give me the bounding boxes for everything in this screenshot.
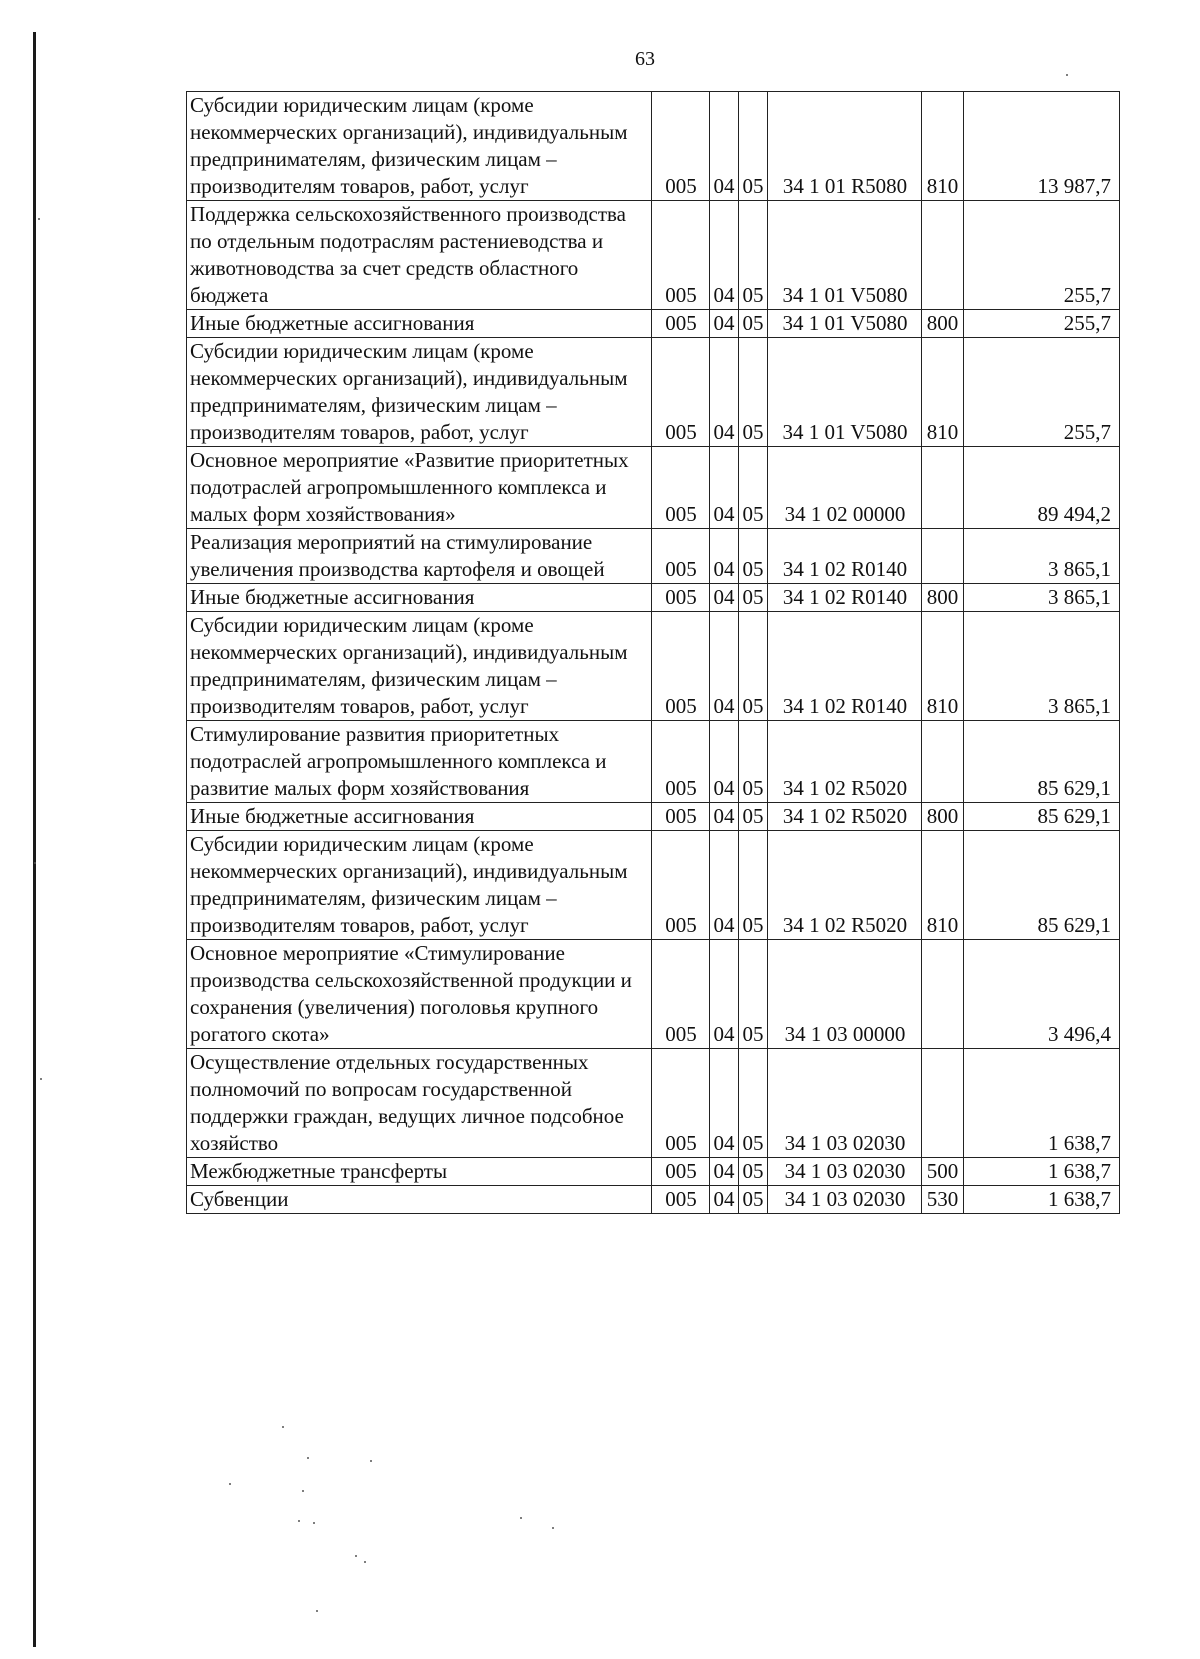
ministry-code: 005 xyxy=(652,310,710,338)
section-code: 04 xyxy=(710,447,739,529)
ministry-code: 005 xyxy=(652,1158,710,1186)
subsection-code: 05 xyxy=(739,1186,768,1214)
expense-type-code: 500 xyxy=(922,1158,964,1186)
scan-speck xyxy=(302,1490,304,1492)
scan-speck xyxy=(34,862,36,864)
target-article-code: 34 1 03 00000 xyxy=(768,940,922,1049)
ministry-code: 005 xyxy=(652,721,710,803)
table-row xyxy=(187,1186,1120,1214)
amount-value: 3 865,1 xyxy=(964,612,1120,721)
scan-speck xyxy=(364,1561,366,1563)
scan-speck xyxy=(40,1078,42,1080)
section-code: 04 xyxy=(710,310,739,338)
ministry-code: 005 xyxy=(652,92,710,201)
section-code: 04 xyxy=(710,338,739,447)
target-article-code: 34 1 02 R0140 xyxy=(768,612,922,721)
section-code: 04 xyxy=(710,92,739,201)
scan-speck xyxy=(282,1426,284,1428)
ministry-code: 005 xyxy=(652,338,710,447)
amount-value: 1 638,7 xyxy=(964,1186,1120,1214)
table-row xyxy=(187,1158,1120,1186)
table-body xyxy=(187,92,1120,1214)
target-article-code: 34 1 02 R5020 xyxy=(768,721,922,803)
expense-name: Реализация мероприятий на стимулирование увеличения производства картофеля и овощей xyxy=(187,529,652,584)
scan-speck xyxy=(552,1527,554,1529)
amount-value: 255,7 xyxy=(964,201,1120,310)
expense-type-code: 530 xyxy=(922,1186,964,1214)
table-row xyxy=(187,310,1120,338)
scan-speck xyxy=(370,1460,372,1462)
scan-speck xyxy=(298,1520,300,1522)
expense-name: Субсидии юридическим лицам (кроме некоммерческих организаций), индивидуальным предпринимателям, физическим лицам – производителям товаров, работ, услуг xyxy=(187,92,652,201)
target-article-code: 34 1 02 00000 xyxy=(768,447,922,529)
expense-name: Субвенции xyxy=(187,1186,652,1214)
subsection-code: 05 xyxy=(739,1158,768,1186)
expense-name: Поддержка сельскохозяйственного производства по отдельным подотраслям растениеводства и животноводства за счет средств областного бюджета xyxy=(187,201,652,310)
ministry-code: 005 xyxy=(652,201,710,310)
ministry-code: 005 xyxy=(652,447,710,529)
ministry-code: 005 xyxy=(652,803,710,831)
section-code: 04 xyxy=(710,831,739,940)
section-code: 04 xyxy=(710,1049,739,1158)
target-article-code: 34 1 02 R5020 xyxy=(768,803,922,831)
subsection-code: 05 xyxy=(739,803,768,831)
target-article-code: 34 1 02 R5020 xyxy=(768,831,922,940)
amount-value: 3 496,4 xyxy=(964,940,1120,1049)
section-code: 04 xyxy=(710,201,739,310)
expense-type-code: 800 xyxy=(922,803,964,831)
expense-name: Стимулирование развития приоритетных подотраслей агропромышленного комплекса и развитие малых форм хозяйствования xyxy=(187,721,652,803)
expense-type-code xyxy=(922,529,964,584)
scan-speck xyxy=(229,1483,231,1485)
amount-value: 13 987,7 xyxy=(964,92,1120,201)
section-code: 04 xyxy=(710,1186,739,1214)
table-row xyxy=(187,831,1120,940)
section-code: 04 xyxy=(710,529,739,584)
ministry-code: 005 xyxy=(652,529,710,584)
subsection-code: 05 xyxy=(739,338,768,447)
expense-name: Осуществление отдельных государственных полномочий по вопросам государственной поддержки граждан, ведущих личное подсобное хозяйство xyxy=(187,1049,652,1158)
ministry-code: 005 xyxy=(652,612,710,721)
expense-name: Иные бюджетные ассигнования xyxy=(187,584,652,612)
table-row xyxy=(187,92,1120,201)
expense-name: Основное мероприятие «Развитие приоритетных подотраслей агропромышленного комплекса и малых форм хозяйствования» xyxy=(187,447,652,529)
table-row xyxy=(187,447,1120,529)
expense-name: Субсидии юридическим лицам (кроме некоммерческих организаций), индивидуальным предпринимателям, физическим лицам – производителям товаров, работ, услуг xyxy=(187,612,652,721)
scan-speck xyxy=(307,1457,309,1459)
expense-type-code xyxy=(922,201,964,310)
target-article-code: 34 1 02 R0140 xyxy=(768,584,922,612)
scan-speck xyxy=(38,218,40,220)
amount-value: 85 629,1 xyxy=(964,831,1120,940)
expense-name: Иные бюджетные ассигнования xyxy=(187,310,652,338)
expense-name: Субсидии юридическим лицам (кроме некоммерческих организаций), индивидуальным предпринимателям, физическим лицам – производителям товаров, работ, услуг xyxy=(187,338,652,447)
expense-type-code: 800 xyxy=(922,584,964,612)
budget-allocation-table xyxy=(186,91,1120,1214)
expense-type-code xyxy=(922,721,964,803)
subsection-code: 05 xyxy=(739,201,768,310)
expense-type-code xyxy=(922,1049,964,1158)
section-code: 04 xyxy=(710,584,739,612)
amount-value: 3 865,1 xyxy=(964,529,1120,584)
expense-name: Межбюджетные трансферты xyxy=(187,1158,652,1186)
expense-type-code xyxy=(922,447,964,529)
amount-value: 255,7 xyxy=(964,338,1120,447)
section-code: 04 xyxy=(710,1158,739,1186)
subsection-code: 05 xyxy=(739,721,768,803)
expense-name: Основное мероприятие «Стимулирование производства сельскохозяйственной продукции и сохранения (увеличения) поголовья крупного рогатого скота» xyxy=(187,940,652,1049)
scan-speck xyxy=(355,1555,357,1557)
amount-value: 85 629,1 xyxy=(964,803,1120,831)
table-row xyxy=(187,201,1120,310)
target-article-code: 34 1 03 02030 xyxy=(768,1158,922,1186)
amount-value: 1 638,7 xyxy=(964,1158,1120,1186)
expense-type-code: 810 xyxy=(922,338,964,447)
section-code: 04 xyxy=(710,612,739,721)
subsection-code: 05 xyxy=(739,584,768,612)
target-article-code: 34 1 01 R5080 xyxy=(768,92,922,201)
scan-speck xyxy=(313,1522,315,1524)
ministry-code: 005 xyxy=(652,940,710,1049)
table-row xyxy=(187,612,1120,721)
section-code: 04 xyxy=(710,721,739,803)
expense-type-code: 810 xyxy=(922,831,964,940)
scan-speck xyxy=(1066,74,1068,76)
table-row xyxy=(187,1049,1120,1158)
subsection-code: 05 xyxy=(739,529,768,584)
ministry-code: 005 xyxy=(652,584,710,612)
amount-value: 255,7 xyxy=(964,310,1120,338)
expense-type-code xyxy=(922,940,964,1049)
target-article-code: 34 1 03 02030 xyxy=(768,1186,922,1214)
target-article-code: 34 1 01 V5080 xyxy=(768,338,922,447)
expense-name: Иные бюджетные ассигнования xyxy=(187,803,652,831)
amount-value: 85 629,1 xyxy=(964,721,1120,803)
binding-edge-line xyxy=(33,32,36,1647)
subsection-code: 05 xyxy=(739,310,768,338)
ministry-code: 005 xyxy=(652,1186,710,1214)
amount-value: 3 865,1 xyxy=(964,584,1120,612)
target-article-code: 34 1 01 V5080 xyxy=(768,201,922,310)
scan-speck xyxy=(316,1610,318,1612)
table-row xyxy=(187,940,1120,1049)
target-article-code: 34 1 03 02030 xyxy=(768,1049,922,1158)
table-row xyxy=(187,529,1120,584)
expense-type-code: 810 xyxy=(922,612,964,721)
subsection-code: 05 xyxy=(739,831,768,940)
table-row xyxy=(187,803,1120,831)
section-code: 04 xyxy=(710,803,739,831)
subsection-code: 05 xyxy=(739,1049,768,1158)
table-row xyxy=(187,338,1120,447)
target-article-code: 34 1 02 R0140 xyxy=(768,529,922,584)
subsection-code: 05 xyxy=(739,612,768,721)
subsection-code: 05 xyxy=(739,447,768,529)
expense-type-code: 810 xyxy=(922,92,964,201)
subsection-code: 05 xyxy=(739,940,768,1049)
section-code: 04 xyxy=(710,940,739,1049)
expense-name: Субсидии юридическим лицам (кроме некоммерческих организаций), индивидуальным предпринимателям, физическим лицам – производителям товаров, работ, услуг xyxy=(187,831,652,940)
amount-value: 1 638,7 xyxy=(964,1049,1120,1158)
target-article-code: 34 1 01 V5080 xyxy=(768,310,922,338)
page-number: 63 xyxy=(635,48,655,70)
ministry-code: 005 xyxy=(652,831,710,940)
table-row xyxy=(187,584,1120,612)
amount-value: 89 494,2 xyxy=(964,447,1120,529)
ministry-code: 005 xyxy=(652,1049,710,1158)
expense-type-code: 800 xyxy=(922,310,964,338)
subsection-code: 05 xyxy=(739,92,768,201)
scan-speck xyxy=(520,1517,522,1519)
table-row xyxy=(187,721,1120,803)
